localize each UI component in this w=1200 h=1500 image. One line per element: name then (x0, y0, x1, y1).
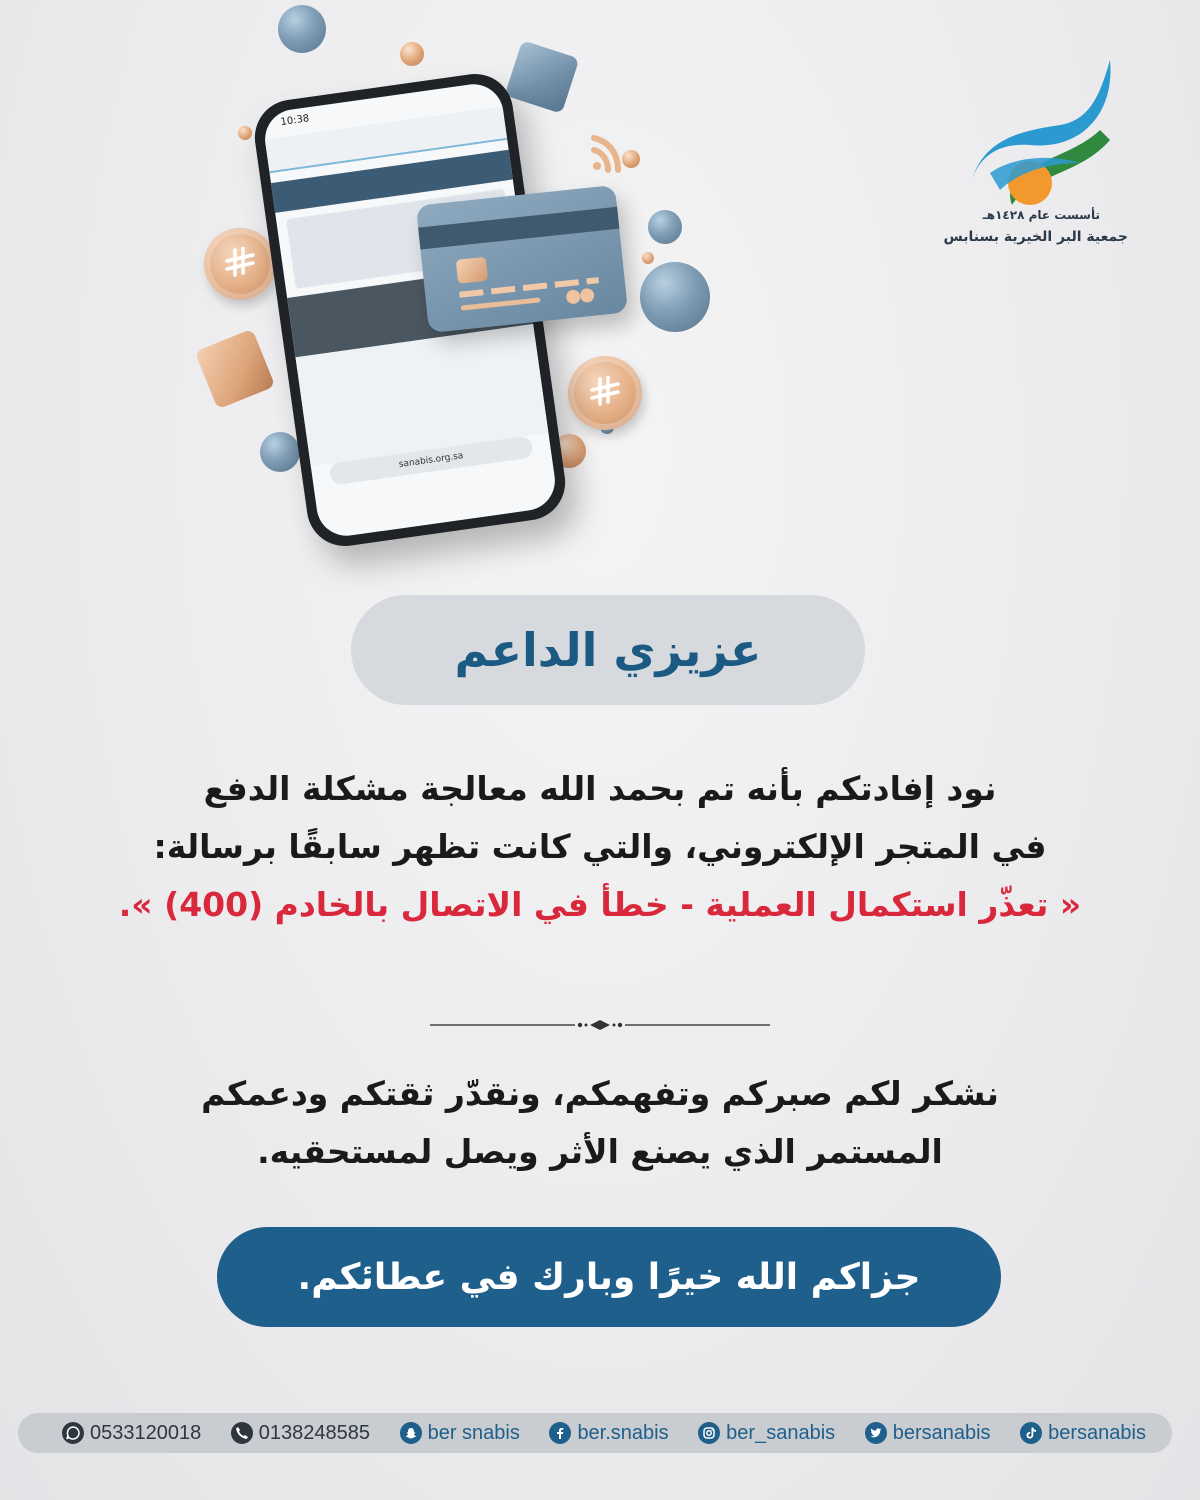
hero-illustration (190, 0, 730, 560)
card-holder (461, 297, 541, 310)
tiktok-icon (1020, 1422, 1042, 1444)
card-logo-circle (566, 289, 581, 304)
message-line: في المتجر الإلكتروني، والتي كانت تظهر سابقًا برسالة: (153, 827, 1047, 866)
twitter-contact[interactable] (865, 1422, 991, 1445)
contactless-icon (588, 128, 628, 174)
decor-sphere (642, 252, 654, 264)
phone-icon (231, 1422, 253, 1444)
closing-text: جزاكم الله خيرًا وبارك في عطائكم. (297, 1256, 921, 1298)
closing-pill (217, 1227, 1001, 1327)
tiktok-contact[interactable] (1020, 1422, 1146, 1445)
decor-cube (195, 329, 276, 410)
decor-sphere (648, 210, 682, 244)
decor-sphere (238, 126, 252, 140)
instagram-icon (698, 1422, 720, 1444)
logo-tagline: تأسست عام ١٤٢٨هـ (982, 208, 1100, 222)
ornament-divider (430, 1018, 770, 1032)
credit-card (416, 185, 628, 333)
phone-contact[interactable] (231, 1422, 370, 1445)
message-line: نود إفادتكم بأنه تم بحمد الله معالجة مشكلة الدفع (203, 769, 997, 808)
title-pill (351, 595, 865, 705)
thanks-paragraph (90, 1065, 1110, 1181)
error-message: « تعذّر استكمال العملية - خطأ في الاتصال بالخادم (400) ». (118, 885, 1082, 924)
thanks-line: المستمر الذي يصنع الأثر ويصل لمستحقيه. (257, 1132, 943, 1171)
organization-logo (943, 55, 1130, 255)
thanks-line: نشكر لكم صبركم وتفهمكم، ونقدّر ثقتكم ودعمكم (201, 1074, 999, 1113)
riyal-coin (204, 228, 276, 300)
decor-sphere (278, 5, 326, 53)
twitter-handle: bersanabis (892, 1421, 991, 1444)
snapchat-contact[interactable] (400, 1422, 520, 1445)
page-title: عزيزي الداعم (454, 623, 762, 677)
snapchat-icon (400, 1422, 422, 1444)
facebook-handle: ber.snabis (577, 1421, 669, 1444)
facebook-icon (549, 1422, 571, 1444)
whatsapp-number: 0533120018 (90, 1421, 202, 1444)
card-logo-circle (579, 288, 594, 303)
whatsapp-icon (62, 1422, 84, 1444)
contact-bar (18, 1413, 1172, 1453)
card-magstripe (418, 207, 619, 250)
message-paragraph (90, 760, 1110, 934)
snapchat-handle: ber snabis (427, 1421, 520, 1444)
decor-sphere (260, 432, 300, 472)
instagram-handle: ber_sanabis (726, 1421, 836, 1444)
logo-mark-icon (960, 55, 1120, 205)
facebook-contact[interactable] (549, 1422, 668, 1445)
riyal-symbol-icon (588, 376, 622, 410)
tiktok-handle: bersanabis (1048, 1421, 1146, 1444)
decor-cube (505, 40, 580, 114)
whatsapp-contact[interactable] (62, 1422, 201, 1445)
phone-url-bar: sanabis.org.sa (329, 435, 534, 485)
decor-sphere (640, 262, 710, 332)
instagram-contact[interactable] (698, 1422, 835, 1445)
decor-sphere (400, 42, 424, 66)
phone-number: 0138248585 (258, 1421, 371, 1444)
phone-status-time: 10:38 (279, 113, 310, 129)
card-chip-icon (456, 257, 488, 284)
twitter-icon (865, 1422, 887, 1444)
riyal-symbol-icon (223, 247, 257, 281)
logo-name: جمعية البر الخيرية بسنابس (943, 229, 1128, 245)
riyal-coin (568, 356, 642, 430)
